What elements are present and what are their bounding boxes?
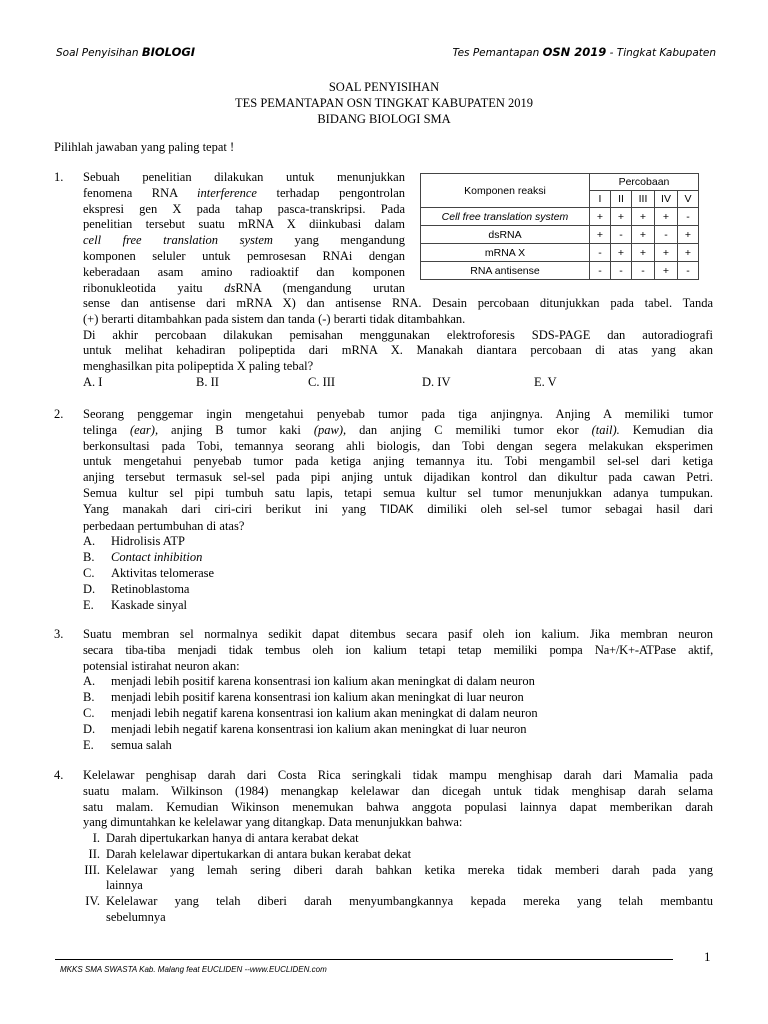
q2-line [83, 423, 713, 439]
answer-option[interactable]: E. V [534, 374, 557, 389]
header-left-subject: BIOLOGI [141, 45, 196, 59]
table-header-component: Komponen reaksi [421, 174, 590, 208]
q1-line: menghasilkan pita polipeptida X paling tebal? [83, 359, 314, 374]
page-title [0, 79, 768, 127]
option-text: menjadi lebih positif karena konsentrasi ion kalium akan meningkat di dalam neuron [111, 674, 535, 689]
table-cell: - [590, 244, 611, 262]
option-text: Retinoblastoma [111, 581, 190, 596]
option-text: semua salah [111, 737, 172, 752]
answer-option[interactable] [83, 722, 713, 738]
q1-line: keberadaan asam amino radioaktif dan komponen [83, 264, 405, 279]
q1-line [83, 281, 405, 297]
option-text: Hidrolisis ATP [111, 534, 185, 549]
question-4-items [60, 831, 713, 926]
table-numeral: III [632, 191, 655, 208]
question-3-num: 3. [54, 627, 64, 641]
answer-option[interactable] [83, 534, 713, 550]
table-cell: - [611, 262, 632, 280]
option-letter: C. [83, 705, 95, 720]
answer-option[interactable] [83, 674, 713, 690]
table-row-label: RNA antisense [421, 262, 590, 280]
q2-text: anjing B tumor kaki [171, 422, 301, 437]
list-item [60, 847, 713, 863]
q4-line: suatu malam. Wilkinson (1984) menangkap kelelawar dan dicegah untuk tidak menghisap darah selama [83, 783, 713, 798]
question-2-number [54, 407, 63, 423]
q1-text: yang mengandung [294, 233, 405, 248]
table-cell: - [590, 262, 611, 280]
option-letter: D. [83, 721, 96, 736]
q1-line: Sebuah penelitian dilakukan untuk menunjukkan [83, 170, 405, 184]
answer-option[interactable] [83, 550, 713, 566]
list-item-continuation [60, 878, 713, 894]
option-text: Contact inhibition [111, 550, 203, 565]
q2-text: Yang manakah dari ciri-ciri berikut ini yang [83, 501, 367, 516]
answer-option[interactable] [83, 738, 713, 754]
q2-text: (tail). [591, 422, 620, 437]
list-item [60, 863, 713, 879]
question-1-stem-wide [83, 296, 713, 391]
q4-line: yang dimuntahkan ke kelelawar yang ditangkap. Data menunjukkan bahwa: [83, 815, 463, 830]
q4-line: satu malam. Kemudian Wikinson menemukan bahwa anggota populasi lainnya dapat memberikan darah [83, 799, 713, 814]
option-letter: E. [83, 737, 94, 752]
table-row-label: dsRNA [421, 226, 590, 244]
table-cell: + [590, 208, 611, 226]
answer-option[interactable] [83, 566, 713, 582]
table-numeral: I [590, 191, 611, 208]
item-number: III. [84, 862, 100, 877]
table-cell: + [632, 208, 655, 226]
q1-text: ribonukleotida yaitu [83, 280, 203, 295]
q1-text: interference [197, 185, 257, 200]
option-letter: C. [83, 565, 95, 580]
header-right-prefix: Tes Pemantapan [452, 47, 540, 59]
answer-option[interactable]: B. II [196, 374, 219, 389]
q2-text: (paw), [313, 422, 347, 437]
q1-line: Di akhir percobaan dilakukan pemisahan menggunakan elektroforesis SDS-PAGE dan autoradiografi [83, 327, 713, 342]
page-number: 1 [704, 949, 711, 964]
table-cell: - [632, 262, 655, 280]
item-number: II. [88, 846, 100, 861]
item-text: Kelelawar yang lemah sering diberi darah bahkan ketika mereka tidak memberi darah pada yang [106, 862, 713, 877]
q2-text: dimiliki oleh sel-sel tumor sebagai hasil dari [427, 501, 714, 516]
instruction: Pilihlah jawaban yang paling tepat ! [54, 140, 235, 154]
question-2 [83, 407, 713, 613]
table-row [421, 244, 699, 262]
table-row [421, 226, 699, 244]
table-cell: + [632, 244, 655, 262]
question-3 [83, 627, 713, 753]
experiment-table [420, 173, 699, 280]
table-row [421, 262, 699, 280]
table-cell: + [611, 244, 632, 262]
q2-line: berkonsultasi pada Tobi, temannya seorang ahli biologis, dan Tobi dengan segera melakukan eksperimen [83, 438, 713, 453]
header-left-prefix: Soal Penyisihan [56, 47, 139, 59]
table-row [421, 208, 699, 226]
table-numeral: II [611, 191, 632, 208]
item-text: Kelelawar yang telah diberi darah menyumbangkannya kepada mereka yang telah membantu [106, 894, 713, 909]
footer-divider [55, 959, 673, 960]
q1-text: fenomena RNA [83, 185, 178, 200]
q1-text: cell free translation system [83, 233, 273, 248]
q2-text: Kemudian dia [632, 422, 714, 437]
option-letter: D. [83, 581, 96, 596]
item-number: IV. [85, 894, 100, 909]
header-right-suffix: - Tingkat Kabupaten [609, 47, 716, 59]
option-letter: E. [83, 597, 94, 612]
table-numeral: V [678, 191, 699, 208]
q3-line: Suatu membran sel normalnya sedikit dapat ditembus secara pasif oleh ion kalium. Jika membran neuron [83, 627, 713, 641]
list-item-continuation [60, 910, 713, 926]
title-line-1: SOAL PENYISIHAN [328, 80, 440, 94]
answer-option[interactable] [83, 706, 713, 722]
q1-text: ds [224, 280, 236, 295]
option-letter: B. [83, 550, 95, 565]
footer-text: MKKS SMA SWASTA Kab. Malang feat EUCLIDEN --www.EUCLIDEN.com [60, 965, 327, 974]
option-text: Aktivitas telomerase [111, 565, 215, 580]
answer-option[interactable]: C. III [308, 374, 336, 389]
item-text: Darah dipertukarkan hanya di antara kerabat dekat [106, 831, 359, 845]
table-row-label: mRNA X [421, 244, 590, 262]
list-item [60, 831, 713, 847]
item-text: lainnya [106, 878, 143, 893]
question-4-num: 4. [54, 768, 64, 782]
item-text: sebelumnya [106, 909, 166, 924]
q2-line [83, 502, 713, 519]
question-1-number [54, 170, 63, 186]
question-1-stem-narrow [83, 170, 405, 296]
table-cell: + [655, 208, 678, 226]
q4-line: Kelelawar penghisap darah dari Costa Rica seringkali tidak mampu menghisap darah dari Mamalia pada [83, 768, 713, 782]
header-right-event: OSN 2019 [542, 45, 607, 59]
q2-text: dan anjing C memiliki tumor ekor [359, 422, 579, 437]
q2-line: untuk mengetahui penyebab tumor pada ketiga anjing temannya itu. Tobi mengambil sel-sel dari ketiga [83, 454, 713, 469]
q1-line: (+) berarti ditambahkan pada sistem dan tanda (-) berarti tidak ditambahkan. [83, 311, 466, 326]
q2-line: perbedaan pertumbuhan di atas? [83, 518, 245, 533]
q1-line: sense dan antisense dari mRNA X) dan antisense RNA. Desain percobaan ditunjukkan pada tabel. Tanda [83, 296, 713, 310]
q2-line: anjing tersebut termasuk sel-sel pada pipi anjing untuk dijadikan kontrol dan dikultur pada cawan Petri. [83, 470, 713, 485]
q2-text: telinga [83, 422, 118, 437]
q2-text: (ear), [129, 422, 159, 437]
question-4-number [54, 768, 63, 784]
q1-text: RNA (mengandung urutan [235, 280, 405, 295]
table-cell: + [611, 208, 632, 226]
q2-line: Seorang penggemar ingin mengetahui penyebab tumor pada tiga anjingnya. Anjing A memiliki tumor [83, 407, 713, 421]
header-left [56, 45, 195, 59]
option-letter: B. [83, 690, 95, 705]
question-1-num: 1. [54, 170, 64, 184]
option-letter: A. [83, 674, 96, 689]
title-line-2: TES PEMANTAPAN OSN TINGKAT KABUPATEN 2019 [235, 96, 533, 110]
question-1-options [83, 375, 713, 391]
answer-option[interactable] [83, 598, 713, 614]
table-cell: - [655, 226, 678, 244]
q1-line: ekspresi gen X pada tahap pasca-transkripsi. Pada [83, 201, 405, 216]
q1-line [83, 186, 405, 202]
table-cell: + [590, 226, 611, 244]
option-text: menjadi lebih positif karena konsentrasi ion kalium akan meningkat di luar neuron [111, 690, 524, 705]
question-2-num: 2. [54, 407, 64, 421]
table-cell: - [678, 208, 699, 226]
table-numeral: IV [655, 191, 678, 208]
list-item [60, 894, 713, 910]
q1-line: komponen seluler untuk pemrosesan RNAi dengan [83, 248, 405, 263]
q3-line: secara tiba-tiba menjadi tidak tembus oleh ion kalium tetapi tetap memiliki pompa Na+/K+-ATPase aktif, [83, 642, 713, 657]
table-cell: + [632, 226, 655, 244]
question-3-number [54, 627, 63, 643]
q1-line: penelitian tersebut suatu mRNA X diinkubasi dalam [83, 217, 405, 232]
title-line-3: BIDANG BIOLOGI SMA [317, 112, 451, 126]
q1-line: untuk melihat kehadiran polipeptida dari mRNA X. Manakah diantara percobaan di atas yang akan [83, 343, 713, 358]
item-text: Darah kelelawar dipertukarkan di antara bukan kerabat dekat [106, 846, 412, 861]
table-cell: + [655, 262, 678, 280]
q2-emphasis: TIDAK [379, 503, 414, 516]
table-cell: + [678, 226, 699, 244]
q3-line: potensial istirahat neuron akan: [83, 658, 240, 673]
item-number: I. [92, 831, 100, 845]
q1-text: terhadap pengontrolan [276, 185, 406, 200]
header-right [452, 45, 716, 59]
table-header-group: Percobaan [590, 174, 699, 191]
answer-option[interactable] [83, 690, 713, 706]
option-text: menjadi lebih negatif karena konsentrasi ion kalium akan meningkat di luar neuron [111, 721, 527, 736]
answer-option[interactable]: A. I [83, 374, 103, 389]
table-cell: - [611, 226, 632, 244]
table-cell: + [655, 244, 678, 262]
option-text: Kaskade sinyal [111, 597, 188, 612]
answer-option[interactable]: D. IV [422, 374, 451, 389]
question-4 [83, 768, 713, 831]
table-cell: - [678, 262, 699, 280]
q2-line: Semua kultur sel pipi tumbuh satu lapis, tetapi semua kultur sel tumor menunjukkan adanya tumpukan. [83, 485, 713, 500]
answer-option[interactable] [83, 582, 713, 598]
option-letter: A. [83, 534, 96, 549]
q1-line [83, 233, 405, 249]
table-cell: + [678, 244, 699, 262]
table-row-label: Cell free translation system [421, 208, 590, 226]
option-text: menjadi lebih negatif karena konsentrasi ion kalium akan meningkat di dalam neuron [111, 705, 538, 720]
